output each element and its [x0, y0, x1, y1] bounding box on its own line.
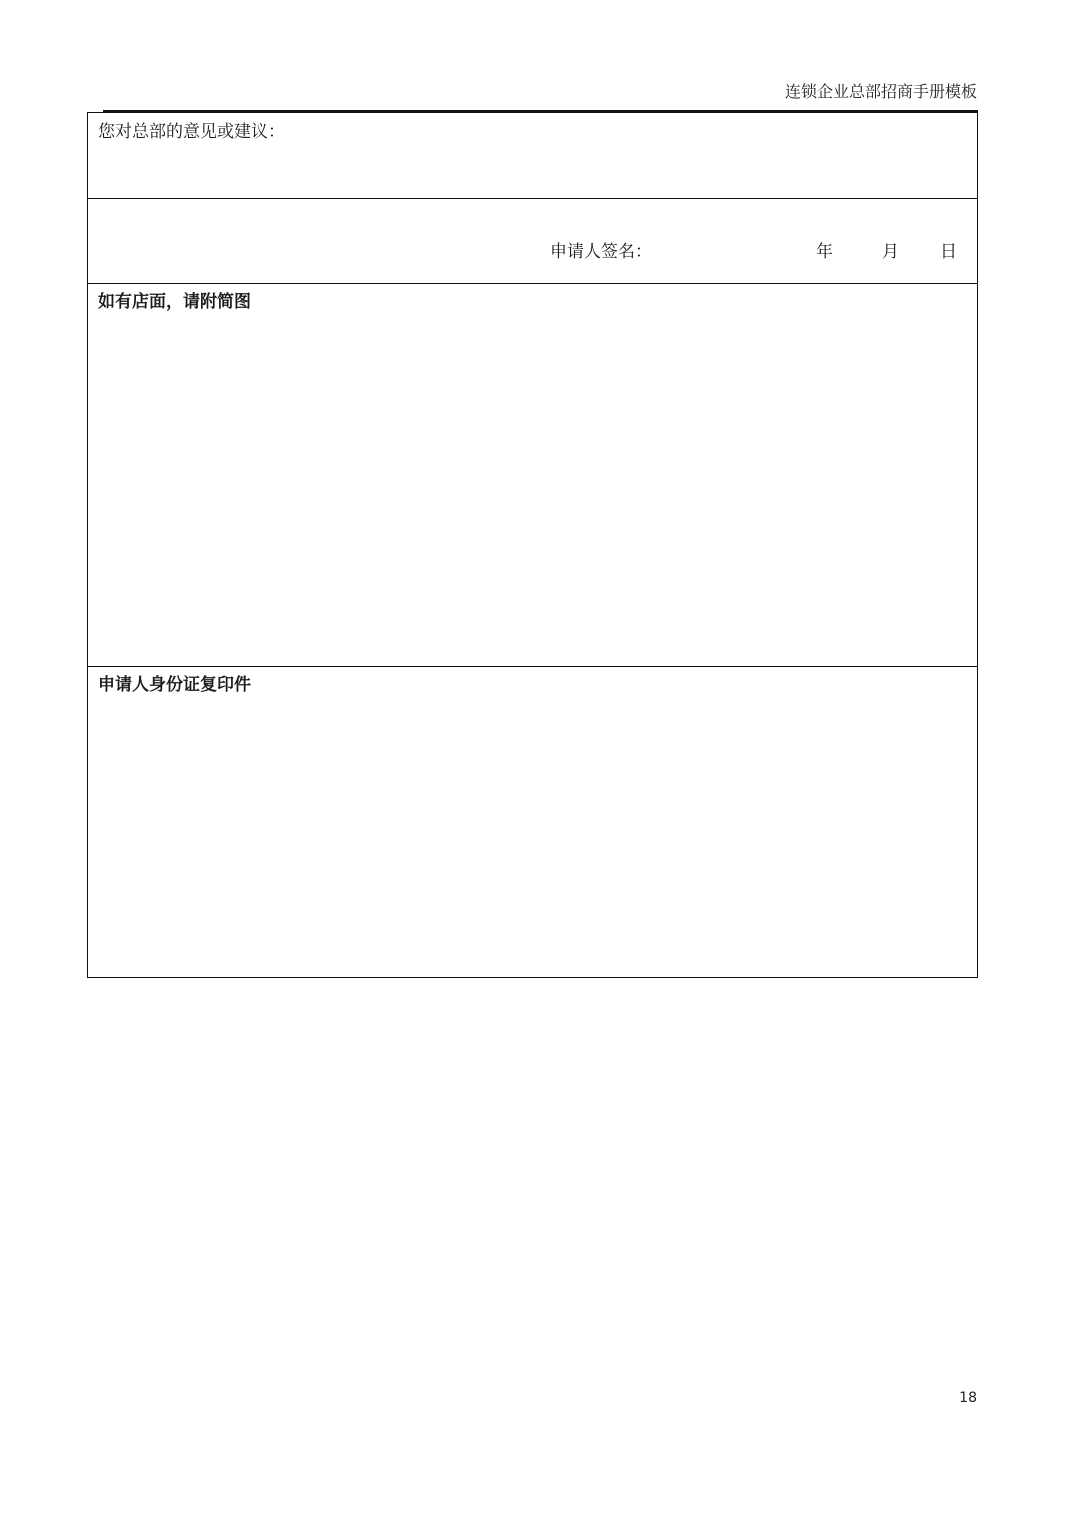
suggestion-label: 您对总部的意见或建议：: [98, 122, 285, 142]
id-copy-row[interactable]: [88, 667, 977, 978]
suggestion-row[interactable]: [88, 113, 977, 199]
application-form-table: [87, 112, 978, 978]
page-number: 18: [959, 1390, 977, 1406]
date-year-label: 年: [816, 242, 833, 262]
date-day-label: 日: [940, 242, 957, 262]
signature-label: 申请人签名：: [550, 242, 652, 262]
date-month-label: 月: [882, 242, 899, 262]
store-sketch-row[interactable]: [88, 284, 977, 667]
store-sketch-label: 如有店面，请附简图: [98, 292, 251, 312]
id-copy-label: 申请人身份证复印件: [98, 675, 251, 695]
signature-row[interactable]: [88, 199, 977, 284]
document-header-title: 连锁企业总部招商手册模板: [784, 82, 977, 101]
